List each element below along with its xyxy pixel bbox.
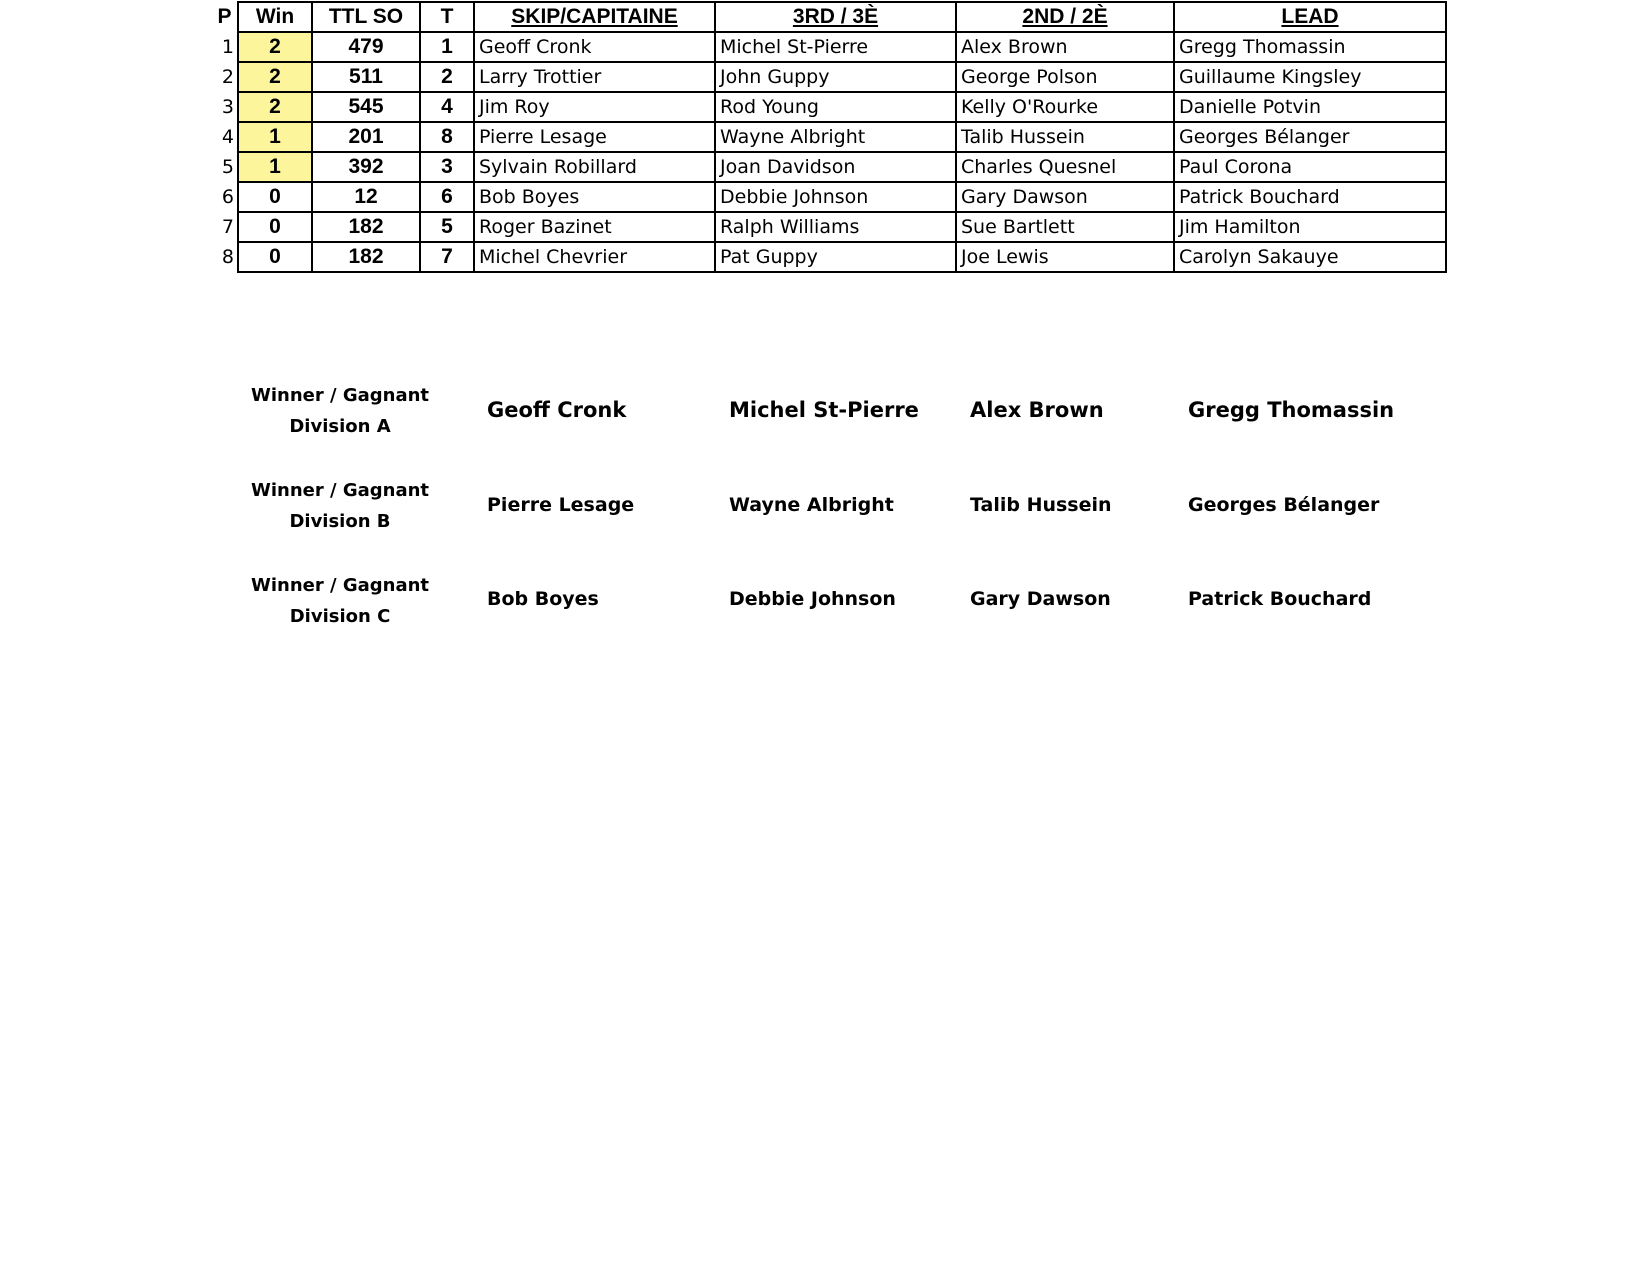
ttl-so-cell: 12 xyxy=(312,182,420,212)
lead-cell: Paul Corona xyxy=(1174,152,1446,182)
header-ttl-so: TTL SO xyxy=(312,2,420,32)
position-cell: 5 xyxy=(221,156,234,178)
position-cell: 8 xyxy=(221,246,234,268)
win-cell: 2 xyxy=(238,32,312,62)
winner-division-c xyxy=(0,570,1650,636)
winner-lead: Georges Bélanger xyxy=(1188,494,1380,516)
third-cell: Debbie Johnson xyxy=(715,182,956,212)
second-cell: George Polson xyxy=(956,62,1174,92)
win-cell: 2 xyxy=(238,92,312,122)
position-cell: 4 xyxy=(221,126,234,148)
skip-cell: Roger Bazinet xyxy=(474,212,715,242)
winner-third: Wayne Albright xyxy=(729,494,894,516)
team-cell: 3 xyxy=(420,152,474,182)
winner-division-b xyxy=(0,475,1650,541)
third-cell: Pat Guppy xyxy=(715,242,956,272)
header-lead: LEAD xyxy=(1174,2,1446,32)
position-cell: 2 xyxy=(221,66,234,88)
third-cell: Michel St-Pierre xyxy=(715,32,956,62)
ttl-so-cell: 201 xyxy=(312,122,420,152)
winner-third: Michel St-Pierre xyxy=(729,398,919,422)
winner-label-line1: Winner / Gagnant xyxy=(250,575,430,596)
winner-lead: Patrick Bouchard xyxy=(1188,588,1372,610)
table-row xyxy=(212,152,1446,182)
winner-division-a xyxy=(0,380,1650,446)
team-cell: 5 xyxy=(420,212,474,242)
second-cell: Kelly O'Rourke xyxy=(956,92,1174,122)
third-cell: John Guppy xyxy=(715,62,956,92)
second-cell: Alex Brown xyxy=(956,32,1174,62)
table-row xyxy=(212,212,1446,242)
team-cell: 4 xyxy=(420,92,474,122)
lead-cell: Patrick Bouchard xyxy=(1174,182,1446,212)
ttl-so-cell: 392 xyxy=(312,152,420,182)
winner-label-line1: Winner / Gagnant xyxy=(250,385,430,406)
second-cell: Joe Lewis xyxy=(956,242,1174,272)
team-cell: 1 xyxy=(420,32,474,62)
win-cell: 1 xyxy=(238,122,312,152)
ttl-so-cell: 182 xyxy=(312,242,420,272)
winner-label-line2: Division A xyxy=(289,416,391,437)
third-cell: Joan Davidson xyxy=(715,152,956,182)
table-row xyxy=(212,32,1446,62)
lead-cell: Carolyn Sakauye xyxy=(1174,242,1446,272)
skip-cell: Geoff Cronk xyxy=(474,32,715,62)
skip-cell: Larry Trottier xyxy=(474,62,715,92)
header-t: T xyxy=(420,2,474,32)
ttl-so-cell: 545 xyxy=(312,92,420,122)
header-position: P xyxy=(217,5,232,28)
winner-label xyxy=(240,380,440,442)
lead-cell: Gregg Thomassin xyxy=(1174,32,1446,62)
lead-cell: Jim Hamilton xyxy=(1174,212,1446,242)
winner-label xyxy=(240,475,440,537)
header-skip: SKIP/CAPITAINE xyxy=(474,2,715,32)
second-cell: Sue Bartlett xyxy=(956,212,1174,242)
winner-label-line2: Division C xyxy=(289,606,391,627)
position-cell: 1 xyxy=(221,36,234,58)
third-cell: Wayne Albright xyxy=(715,122,956,152)
lead-cell: Georges Bélanger xyxy=(1174,122,1446,152)
lead-cell: Guillaume Kingsley xyxy=(1174,62,1446,92)
second-cell: Gary Dawson xyxy=(956,182,1174,212)
win-cell: 0 xyxy=(238,182,312,212)
results-table xyxy=(212,1,1447,273)
win-cell: 1 xyxy=(238,152,312,182)
third-cell: Rod Young xyxy=(715,92,956,122)
table-row xyxy=(212,182,1446,212)
header-second: 2ND / 2È xyxy=(956,2,1174,32)
winner-skip: Pierre Lesage xyxy=(487,494,635,516)
win-cell: 0 xyxy=(238,242,312,272)
ttl-so-cell: 511 xyxy=(312,62,420,92)
winner-second: Gary Dawson xyxy=(970,588,1111,610)
header-third: 3RD / 3È xyxy=(715,2,956,32)
winner-skip: Geoff Cronk xyxy=(487,398,627,422)
skip-cell: Bob Boyes xyxy=(474,182,715,212)
team-cell: 8 xyxy=(420,122,474,152)
skip-cell: Jim Roy xyxy=(474,92,715,122)
winner-label-line2: Division B xyxy=(289,511,391,532)
ttl-so-cell: 182 xyxy=(312,212,420,242)
winner-second: Alex Brown xyxy=(970,398,1104,422)
winner-third: Debbie Johnson xyxy=(729,588,896,610)
winner-label xyxy=(240,570,440,632)
table-row xyxy=(212,62,1446,92)
win-cell: 0 xyxy=(238,212,312,242)
third-cell: Ralph Williams xyxy=(715,212,956,242)
position-cell: 7 xyxy=(221,216,234,238)
second-cell: Charles Quesnel xyxy=(956,152,1174,182)
ttl-so-cell: 479 xyxy=(312,32,420,62)
winner-label-line1: Winner / Gagnant xyxy=(250,480,430,501)
team-cell: 2 xyxy=(420,62,474,92)
winner-skip: Bob Boyes xyxy=(487,588,599,610)
table-row xyxy=(212,92,1446,122)
table-row xyxy=(212,242,1446,272)
table-header-row xyxy=(212,2,1446,32)
position-cell: 6 xyxy=(221,186,234,208)
skip-cell: Pierre Lesage xyxy=(474,122,715,152)
table-row xyxy=(212,122,1446,152)
lead-cell: Danielle Potvin xyxy=(1174,92,1446,122)
skip-cell: Sylvain Robillard xyxy=(474,152,715,182)
team-cell: 6 xyxy=(420,182,474,212)
team-cell: 7 xyxy=(420,242,474,272)
position-cell: 3 xyxy=(221,96,234,118)
winner-lead: Gregg Thomassin xyxy=(1188,398,1395,422)
winner-second: Talib Hussein xyxy=(970,494,1112,516)
second-cell: Talib Hussein xyxy=(956,122,1174,152)
skip-cell: Michel Chevrier xyxy=(474,242,715,272)
win-cell: 2 xyxy=(238,62,312,92)
header-win: Win xyxy=(238,2,312,32)
